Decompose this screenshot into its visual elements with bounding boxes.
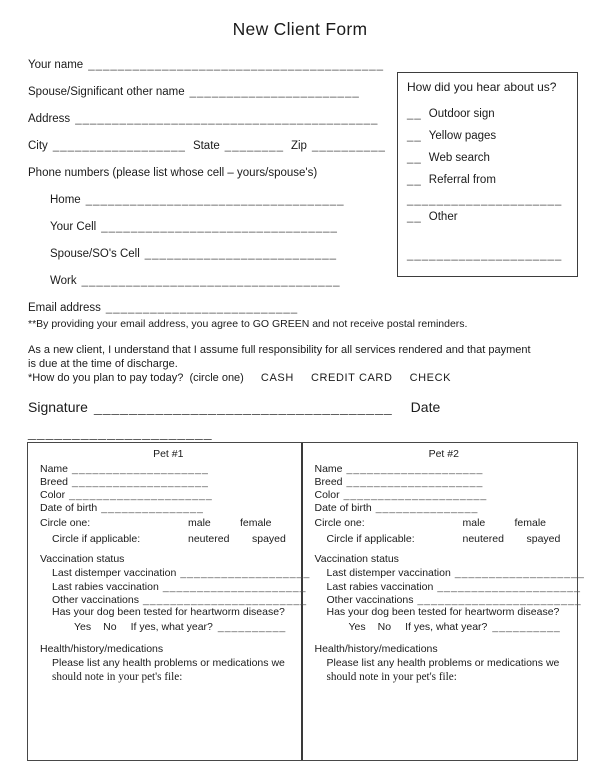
your-name-row	[28, 51, 400, 78]
email-go-green-note: **By providing your email address, you agree to GO GREEN and not receive postal reminders.	[28, 318, 468, 330]
heartworm-year-label: If yes, what year?	[130, 620, 213, 633]
circle-one-label: Circle one:	[314, 517, 365, 530]
email-row	[28, 294, 400, 321]
heartworm-answer-row	[315, 620, 574, 634]
email-label: Email address	[28, 301, 101, 314]
signature-line[interactable]: __________________________________	[93, 399, 393, 415]
pet-name-line[interactable]: ____________________	[72, 462, 209, 475]
zip-line[interactable]: __________	[311, 139, 386, 152]
spouse-cell-label: Spouse/SO's Cell	[50, 247, 140, 260]
signature-label: Signature	[28, 399, 88, 415]
heartworm-year-line[interactable]: __________	[492, 620, 561, 633]
signature-row	[28, 399, 440, 415]
vaccination-heading: Vaccination status	[314, 552, 399, 565]
rabies-line[interactable]: _____________________	[437, 580, 581, 593]
payment-option-credit-card[interactable]: CREDIT CARD	[310, 371, 393, 384]
heartworm-question: Has your dog been tested for heartworm disease?	[326, 606, 560, 619]
option-referral	[407, 169, 568, 191]
heartworm-year-label: If yes, what year?	[405, 620, 488, 633]
spouse-name-row	[28, 78, 400, 105]
option-male[interactable]: male	[462, 517, 486, 530]
circle-one-row	[315, 516, 574, 531]
option-other-label[interactable]: Other	[428, 211, 458, 223]
option-outdoor-sign	[407, 103, 568, 125]
pet2-header: Pet #2	[428, 448, 459, 460]
city-state-zip-row	[28, 132, 400, 159]
other-vaccinations-row	[315, 593, 582, 606]
health-instruction-line2: should note in your pet's file:	[52, 670, 183, 683]
option-outdoor-sign-label[interactable]: Outdoor sign	[428, 108, 495, 120]
rabies-row	[40, 580, 307, 593]
option-spayed[interactable]: spayed	[252, 533, 286, 546]
option-no[interactable]: No	[103, 620, 117, 633]
signature-section	[28, 399, 440, 440]
pet-name-row	[40, 462, 297, 475]
hear-about-box	[397, 72, 578, 277]
your-cell-line[interactable]: ________________________________	[101, 220, 338, 233]
checkbox-blank[interactable]: __	[407, 152, 422, 164]
hear-about-title: How did you hear about us?	[407, 80, 557, 94]
work-phone-row	[28, 267, 400, 294]
page-title: New Client Form	[232, 19, 368, 39]
spouse-cell-row	[28, 240, 400, 267]
option-yes[interactable]: Yes	[74, 620, 92, 633]
pet-color-row	[40, 488, 297, 501]
other-vaccinations-label: Other vaccinations	[326, 593, 414, 606]
option-yellow-pages	[407, 125, 568, 147]
rabies-line[interactable]: _____________________	[162, 580, 307, 593]
work-phone-label: Work	[50, 274, 77, 287]
pet-name-row	[315, 462, 574, 475]
pet-breed-line[interactable]: ____________________	[346, 475, 484, 488]
checkbox-blank[interactable]: __	[407, 108, 422, 120]
pet-dob-line[interactable]: _______________	[375, 502, 479, 515]
agreement-paragraph	[28, 344, 593, 385]
option-male[interactable]: male	[188, 517, 211, 530]
pet-color-line[interactable]: _____________________	[69, 488, 213, 501]
pet-color-row	[315, 488, 574, 501]
checkbox-blank[interactable]: __	[407, 130, 422, 142]
pet-breed-label: Breed	[314, 475, 343, 488]
your-name-line[interactable]: ________________________________________	[88, 58, 385, 71]
distemper-line[interactable]: ___________________	[454, 567, 585, 580]
health-instruction-line1: Please list any health problems or medications we	[326, 656, 560, 669]
pet-dob-line[interactable]: _______________	[101, 502, 204, 515]
pet-color-label: Color	[314, 488, 340, 501]
distemper-label: Last distemper vaccination	[52, 567, 177, 580]
option-spayed[interactable]: spayed	[526, 533, 561, 546]
state-line[interactable]: ________	[224, 139, 284, 152]
home-phone-label: Home	[50, 193, 81, 206]
pet1-panel	[28, 443, 311, 760]
option-female[interactable]: female	[514, 517, 547, 530]
rabies-row	[315, 580, 581, 593]
zip-label: Zip	[290, 139, 307, 152]
circle-applicable-row	[40, 532, 297, 547]
pet1-header: Pet #1	[153, 448, 184, 460]
your-cell-row	[28, 213, 400, 240]
other-vaccinations-label: Other vaccinations	[52, 593, 139, 606]
pet-dob-label: Date of birth	[314, 502, 372, 515]
checkbox-blank[interactable]: __	[407, 211, 422, 223]
option-referral-label[interactable]: Referral from	[428, 174, 496, 186]
agreement-line2: is due at the time of discharge.	[28, 357, 178, 370]
other-vaccinations-row	[40, 593, 308, 606]
pet-breed-row	[315, 475, 574, 488]
date-label: Date	[410, 399, 441, 415]
work-phone-line[interactable]: ___________________________________	[81, 274, 341, 287]
health-heading: Health/history/medications	[40, 642, 164, 655]
circle-applicable-row	[315, 532, 574, 547]
payment-row	[28, 372, 593, 386]
pet-info-table	[27, 442, 585, 761]
circle-one-row	[40, 516, 297, 531]
option-neutered[interactable]: neutered	[462, 533, 504, 546]
address-line[interactable]: _________________________________________	[75, 112, 379, 125]
vaccination-heading: Vaccination status	[40, 552, 125, 565]
option-yes[interactable]: Yes	[348, 620, 366, 633]
agreement-line1: As a new client, I understand that I assume full responsibility for all services rendered and that payment	[28, 344, 531, 356]
home-phone-row	[28, 186, 400, 213]
other-vaccinations-line[interactable]: ________________________	[142, 593, 308, 606]
heartworm-question: Has your dog been tested for heartworm disease?	[52, 606, 285, 619]
pet-dob-row	[315, 502, 574, 515]
health-heading: Health/history/medications	[314, 642, 438, 655]
circle-one-label: Circle one:	[40, 517, 91, 530]
address-row	[28, 105, 400, 132]
option-female[interactable]: female	[240, 517, 272, 530]
option-other	[407, 206, 568, 228]
heartworm-year-line[interactable]: __________	[217, 620, 287, 633]
referral-from-line[interactable]: _____________________	[407, 194, 563, 206]
distemper-label: Last distemper vaccination	[326, 567, 451, 580]
spouse-name-label: Spouse/Significant other name	[28, 85, 185, 98]
pet-breed-label: Breed	[40, 475, 69, 488]
rabies-label: Last rabies vaccination	[52, 580, 159, 593]
phone-heading: Phone numbers (please list whose cell – yours/spouse's)	[28, 166, 318, 179]
option-web-search	[407, 147, 568, 169]
payment-question: *How do you plan to pay today? (circle one)	[28, 371, 244, 384]
other-line[interactable]: _____________________	[407, 249, 563, 261]
option-yellow-pages-label[interactable]: Yellow pages	[428, 130, 497, 142]
date-line[interactable]: _____________________	[28, 424, 213, 440]
city-label: City	[28, 139, 48, 152]
other-vaccinations-line[interactable]: ________________________	[417, 593, 582, 606]
city-line[interactable]: __________________	[52, 139, 186, 152]
state-label: State	[192, 139, 220, 152]
option-neutered[interactable]: neutered	[188, 533, 230, 546]
option-no[interactable]: No	[377, 620, 392, 633]
payment-option-check[interactable]: CHECK	[409, 371, 452, 384]
health-instruction-line1: Please list any health problems or medications we	[52, 656, 285, 669]
option-web-search-label[interactable]: Web search	[428, 152, 490, 164]
spouse-cell-line[interactable]: __________________________	[144, 247, 338, 260]
pet2-panel	[303, 443, 585, 760]
your-cell-label: Your Cell	[50, 220, 97, 233]
pet-name-label: Name	[314, 462, 343, 475]
pet-dob-label: Date of birth	[40, 502, 98, 515]
phone-heading-row	[28, 159, 400, 186]
pet-name-line[interactable]: ____________________	[346, 462, 484, 475]
rabies-label: Last rabies vaccination	[326, 580, 434, 593]
address-label: Address	[28, 112, 71, 125]
home-phone-line[interactable]: ___________________________________	[85, 193, 345, 206]
pet-name-label: Name	[40, 462, 69, 475]
your-name-label: Your name	[28, 58, 84, 71]
distemper-line[interactable]: ___________________	[180, 567, 311, 580]
payment-option-cash[interactable]: CASH	[260, 371, 294, 384]
checkbox-blank[interactable]: __	[407, 174, 422, 186]
health-instruction-line2: should note in your pet's file:	[326, 670, 457, 683]
spouse-name-line[interactable]: _______________________	[189, 85, 360, 98]
circle-applicable-label: Circle if applicable:	[52, 533, 141, 546]
email-line[interactable]: __________________________	[105, 301, 299, 314]
pet-dob-row	[40, 502, 297, 515]
circle-applicable-label: Circle if applicable:	[326, 533, 415, 546]
pet-color-label: Color	[40, 488, 66, 501]
pet-breed-row	[40, 475, 297, 488]
pet-breed-line[interactable]: ____________________	[72, 475, 209, 488]
pet-color-line[interactable]: _____________________	[343, 488, 488, 501]
distemper-row	[40, 567, 311, 580]
heartworm-answer-row	[40, 620, 297, 634]
distemper-row	[315, 567, 585, 580]
